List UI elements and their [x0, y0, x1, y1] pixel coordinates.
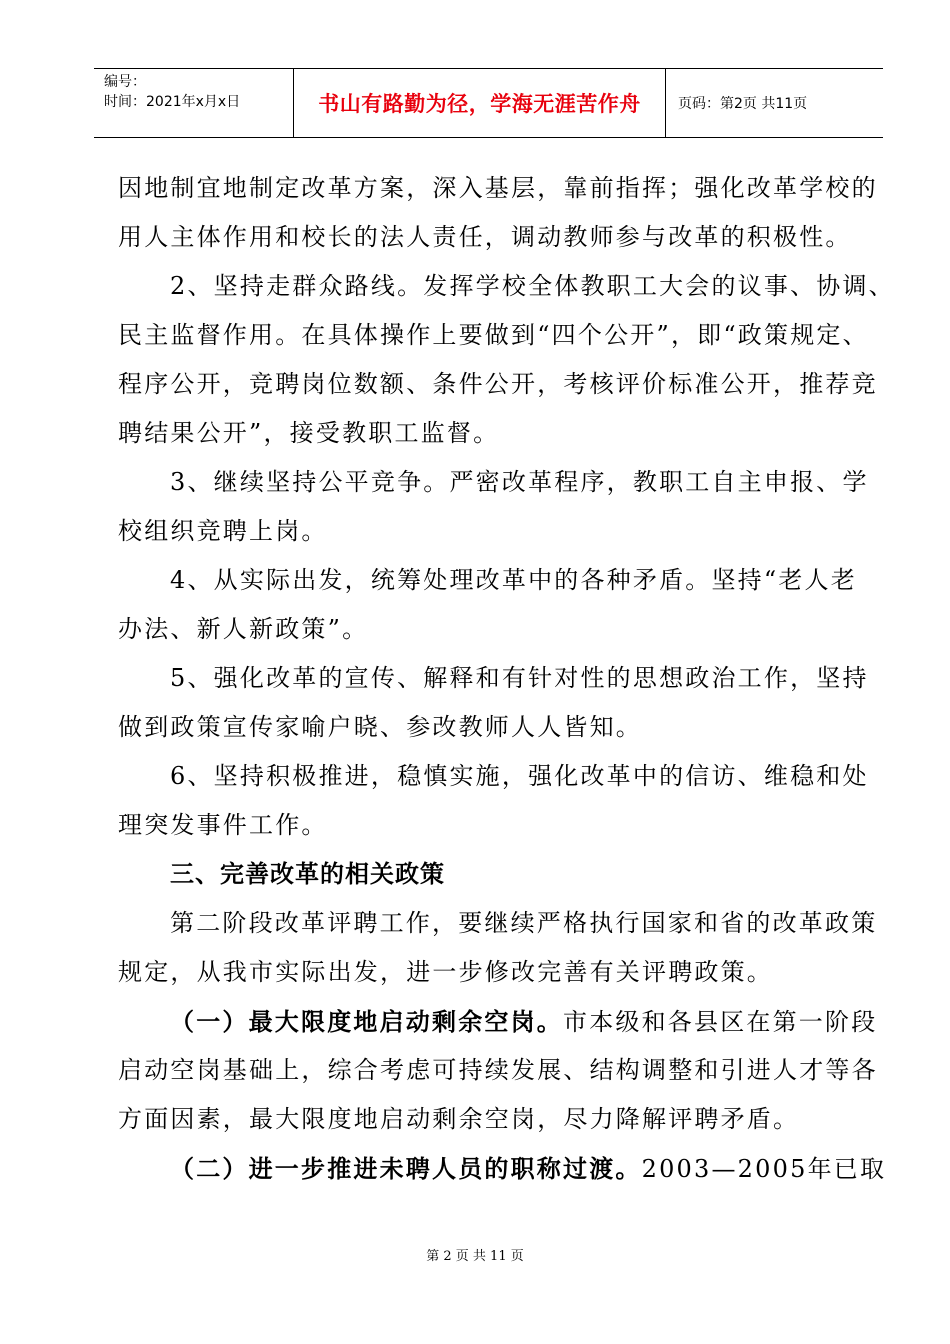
header-page-cell: [666, 69, 883, 137]
paragraph-line: 校组织竞聘上岗。: [118, 517, 328, 545]
paragraph-line: 6、坚持积极推进，稳慎实施，强化改革中的信访、维稳和处: [170, 762, 869, 790]
document-body: [118, 164, 895, 1193]
header-meta-cell: [94, 69, 294, 137]
paragraph-line: 用人主体作用和校长的法人责任，调动教师参与改革的积极性。: [118, 223, 852, 251]
paragraph-text: 2003—2005年已取: [641, 1155, 887, 1183]
section-heading: 三、完善改革的相关政策: [170, 860, 445, 888]
paragraph-line: [118, 997, 878, 1046]
paragraph-line: 程序公开，竞聘岗位数额、条件公开，考核评价标准公开，推荐竞: [118, 370, 878, 398]
paragraph-line: 办法、新人新政策”。: [118, 615, 369, 643]
paragraph-line: [118, 1144, 887, 1193]
document-number-label: 编号：: [104, 74, 146, 90]
header-motto-cell: [294, 69, 666, 137]
paragraph-line: 4、从实际出发，统筹处理改革中的各种矛盾。坚持“老人老: [170, 566, 857, 594]
paragraph-line: 5、强化改革的宣传、解释和有针对性的思想政治工作，坚持: [170, 664, 869, 692]
paragraph-line: 2、坚持走群众路线。发挥学校全体教职工大会的议事、协调、: [170, 272, 895, 300]
paragraph-line: 民主监督作用。在具体操作上要做到“四个公开”，即“政策规定、: [118, 321, 869, 349]
paragraph-line: 做到政策宣传家喻户晓、参改教师人人皆知。: [118, 713, 642, 741]
page-footer: 第 2 页 共 11 页: [426, 1249, 524, 1264]
subsection-title: （二）进一步推进未聘人员的职称过渡。: [170, 1154, 642, 1183]
paragraph-line: 聘结果公开”，接受教职工监督。: [118, 419, 500, 447]
paragraph-line: 方面因素，最大限度地启动剩余空岗，尽力降解评聘矛盾。: [118, 1105, 800, 1133]
paragraph-line: 规定，从我市实际出发，进一步修改完善有关评聘政策。: [118, 958, 773, 986]
paragraph-text: 市本级和各县区在第一阶段: [563, 1008, 878, 1036]
header-motto: 书山有路勤为径，学海无涯苦作舟: [318, 92, 641, 116]
paragraph-line: 因地制宜地制定改革方案，深入基层，靠前指挥；强化改革学校的: [118, 174, 878, 202]
paragraph-line: 启动空岗基础上，综合考虑可持续发展、结构调整和引进人才等各: [118, 1056, 878, 1084]
paragraph-line: 第二阶段改革评聘工作，要继续严格执行国家和省的改革政策: [170, 909, 878, 937]
paragraph-line: 3、继续坚持公平竞争。严密改革程序，教职工自主申报、学: [170, 468, 869, 496]
header-page-info: 页码：第2页 共11页: [678, 96, 808, 112]
paragraph-line: 理突发事件工作。: [118, 811, 328, 839]
page-header: [94, 68, 883, 138]
subsection-title: （一）最大限度地启动剩余空岗。: [170, 1007, 563, 1036]
document-time-label: 时间：2021年x月x日: [104, 94, 241, 110]
